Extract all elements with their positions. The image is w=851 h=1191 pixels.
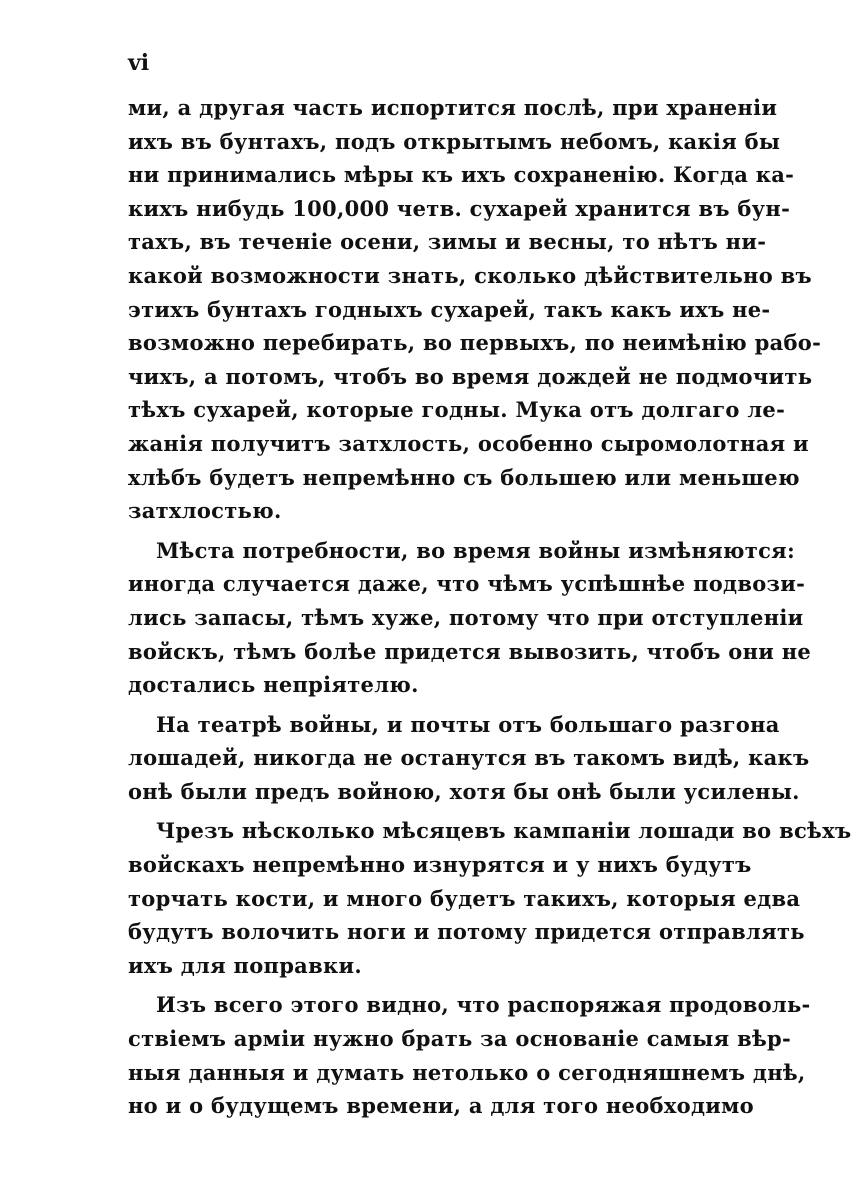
- text-line: тахъ, въ теченіе осени, зимы и весны, то нѣтъ ни-: [128, 229, 767, 255]
- text-line: войскъ, тѣмъ болѣе придется вывозить, чтобъ они не: [128, 638, 812, 664]
- text-line: затхлостью.: [128, 498, 282, 524]
- text-line: Мѣста потребности, во время войны измѣняются:: [156, 537, 796, 563]
- text-line: будутъ волочить ноги и потому придется отправлять: [128, 919, 805, 945]
- paragraph-1: [128, 91, 822, 528]
- text-line: войскахъ непремѣнно изнурятся и у нихъ будутъ: [128, 852, 752, 878]
- text-line: иногда случается даже, что чѣмъ успѣшнѣе подвози-: [128, 571, 806, 597]
- paragraph-4: [128, 814, 851, 982]
- text-line: На театрѣ войны, и почты отъ большаго разгона: [156, 711, 780, 737]
- text-line: ихъ въ бунтахъ, подъ открытымъ небомъ, какія бы: [128, 128, 781, 154]
- paragraph-2: [128, 534, 812, 702]
- text-line: но и о будущемъ времени, а для того необходимо: [128, 1093, 754, 1119]
- text-line: жанія получитъ затхлость, особенно сыромолотная и: [128, 430, 809, 456]
- page-number: vi: [128, 50, 150, 76]
- text-line: ствіемъ арміи нужно брать за основаніе самыя вѣр-: [128, 1026, 792, 1052]
- text-line: кихъ нибудь 100,000 четв. сухарей хранится въ бун-: [128, 195, 791, 221]
- text-line: торчать кости, и много будетъ такихъ, которыя едва: [128, 885, 801, 911]
- text-line: ихъ для поправки.: [128, 952, 362, 978]
- text-line: онѣ были предъ войною, хотя бы онѣ были усилены.: [128, 778, 800, 804]
- text-line: ми, а другая часть испортится послѣ, при храненіи: [128, 95, 778, 120]
- text-line: возможно перебирать, во первыхъ, по неимѣнію рабо-: [128, 330, 822, 356]
- text-line: лошадей, никогда не останутся въ такомъ видѣ, какъ: [128, 745, 810, 771]
- text-line: этихъ бунтахъ годныхъ сухарей, такъ какъ ихъ не-: [128, 296, 771, 322]
- body-text: [128, 91, 851, 1123]
- text-line: ныя данныя и думать нетолько о сегодняшнемъ днѣ,: [128, 1059, 806, 1085]
- text-line: тѣхъ сухарей, которые годны. Мука отъ долгаго ле-: [128, 397, 786, 423]
- paragraph-3: [128, 708, 810, 809]
- text-line: достались непріятелю.: [128, 672, 419, 698]
- text-line: Чрезъ нѣсколько мѣсяцевъ кампаніи лошади во всѣхъ: [156, 818, 851, 844]
- paragraph-5: [128, 988, 811, 1122]
- text-line: какой возможности знать, сколько дѣйствительно въ: [128, 262, 812, 288]
- text-line: хлѣбъ будетъ непремѣнно съ большею или меньшею: [128, 464, 800, 490]
- text-line: Изъ всего этого видно, что распоряжая продоволь-: [156, 992, 811, 1018]
- text-line: чихъ, а потомъ, чтобъ во время дождей не подмочить: [128, 363, 813, 389]
- text-line: лись запасы, тѣмъ хуже, потому что при отступленіи: [128, 604, 804, 630]
- text-line: ни принимались мѣры къ ихъ сохраненію. Когда ка-: [128, 162, 795, 188]
